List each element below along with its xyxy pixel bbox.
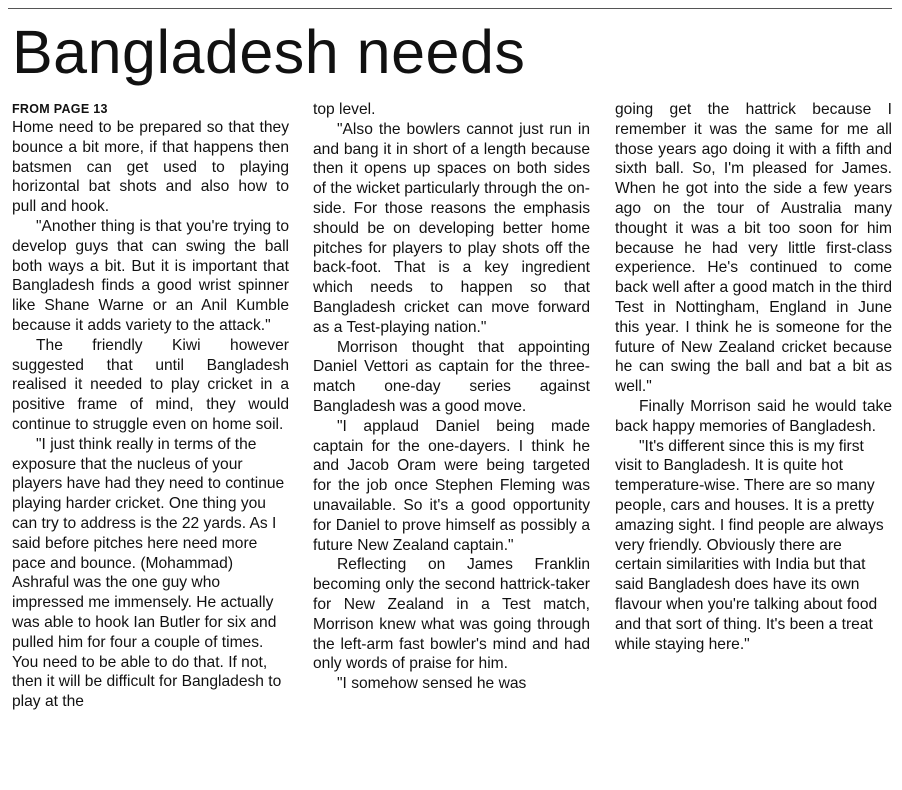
article-paragraph: Reflecting on James Franklin becoming only the second hattrick-taker for New Zealand in a Test match, Morrison knew what was going through the left-arm fast bowler's mind and had only words of praise for him. [313,556,590,673]
article-paragraph: "I applaud Daniel being made captain for the one-dayers. I think he and Jacob Oram were being targeted for the job once Stephen Fleming was unavailable. So it's a good opportunity for Daniel to prove himself as possibly a future New Zealand captain." [313,417,590,554]
article-paragraph: "I somehow sensed he was [337,675,527,693]
article-paragraph: "Also the bowlers cannot just run in and bang it in short of a length because then it opens up spaces on both sides of the wicket particularly through the on-side. For those reasons the emphasis should be on developing better home pitches for players to play shots off the back-foot. That is a key ingredient which needs to happen so that Bangladesh cricket can move forward as a Test-playing nation." [313,120,590,336]
article-paragraph: going get the hattrick because I remember it was the same for me all those years ago doing it with a fifth and sixth ball. So, I'm pleased for James. When he got into the side a few years ago on the tour of Australia many thought it was a bit too soon for him because he had very little first-class experience. He's continued to come back well after a good match in the third Test in Nottingham, England in June this year. I think he is someone for the future of New Zealand cricket because he can swing the ball and bat a bit as well." [615,101,892,396]
article-paragraph: top level. [313,101,376,118]
headline: Bangladesh needs [12,18,526,86]
article-column-3 [615,100,892,654]
kicker-from-page: FROM PAGE 13 [12,102,108,116]
article-paragraph: Finally Morrison said he would take back happy memories of Bangladesh. [615,397,892,435]
article-paragraph: Morrison thought that appointing Daniel Vettori as captain for the three-match one-day series against Bangladesh was a good move. [313,338,590,415]
article-column-2 [313,100,590,694]
top-rule [8,8,892,9]
article-paragraph: The friendly Kiwi however suggested that until Bangladesh realised it needed to play cricket in a positive frame of mind, they would continue to struggle even on home soil. [12,336,289,433]
article-paragraph: "I just think really in terms of the exposure that the nucleus of your players have had they need to continue playing harder cricket. One thing you can try to address is the 22 yards. As I said before pitches here need more pace and bounce. (Mohammad) Ashraful was the one guy who impressed me immensely. He actually was able to hook Ian Butler for six and pulled him for four a couple of times. You need to be able to do that. If not, then it will be difficult for Bangladesh to play at the [12,435,285,711]
article-paragraph: "Another thing is that you're trying to develop guys that can swing the ball both ways a bit. But it is important that Bangladesh finds a good wrist spinner like Shane Warne or an Anil Kumble because it adds variety to the attack." [12,217,289,334]
article-column-1 [12,100,289,712]
article-paragraph: Home need to be prepared so that they bounce a bit more, if that happens then batsmen can get used to playing horizontal bat shots and also how to pull and hook. [12,119,289,216]
article-paragraph: "It's different since this is my first visit to Bangladesh. It is quite hot temperature-wise. There are so many people, cars and houses. It is a pretty amazing sight. I find people are always very friendly. Obviously there are certain similarities with India but that said Bangladesh does have its own flavour when you're talking about food and that sort of thing. It's been a treat while staying here." [615,437,884,653]
